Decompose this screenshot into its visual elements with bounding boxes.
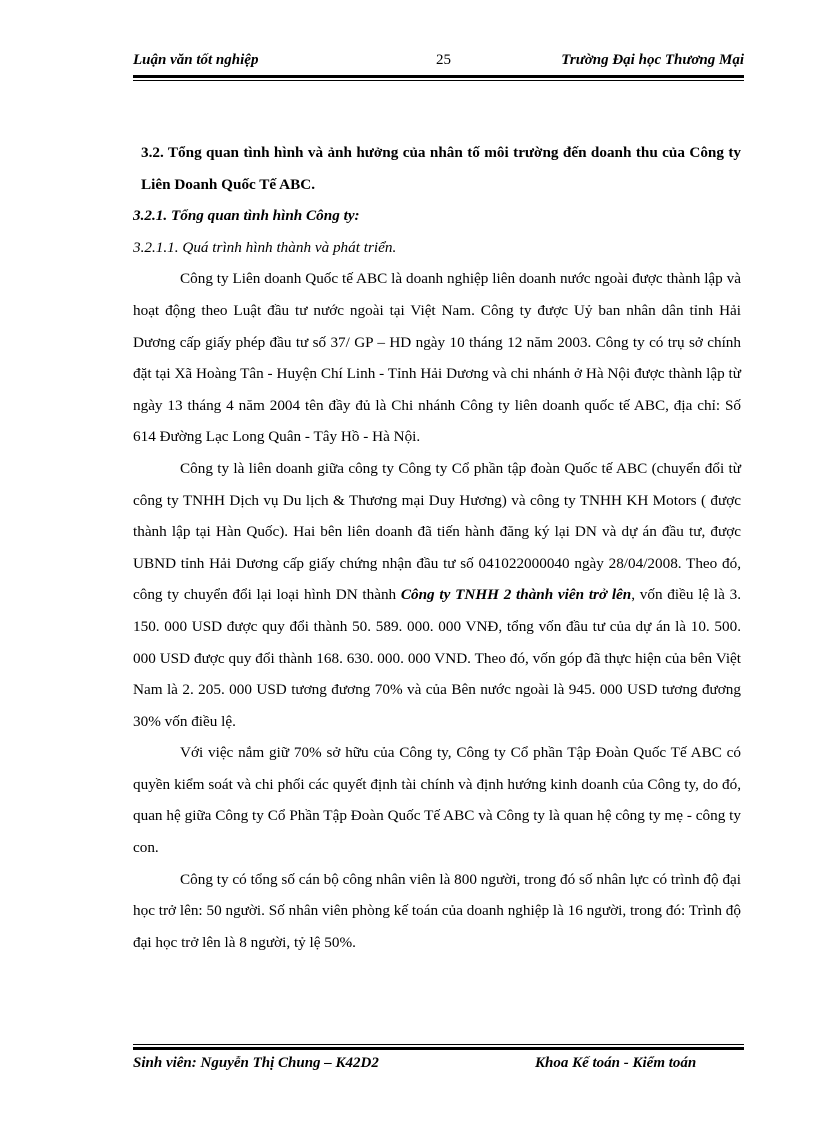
paragraph-staff: Công ty có tổng số cán bộ công nhân viên là 800 người, trong đó số nhân lực có trình độ đại học trở lên: 50 người. Số nhân viên phòng kế toán của doanh nghiệp là 16 người, trong đó: Trình độ đại học trở lên là 8 người, tỷ lệ 50%. — [133, 870, 741, 951]
paragraph-history: Công ty Liên doanh Quốc tế ABC là doanh nghiệp liên doanh nước ngoài được thành lập và hoạt động theo Luật đầu tư nước ngoài tại Việt Nam. Công ty được Uỷ ban nhân dân tỉnh Hải Dương cấp giấy phép đầu tư số 37/ GP – HD ngày 10 tháng 12 năm 2003. Công ty có trụ sở chính đặt tại Xã Hoàng Tân - Huyện Chí Linh - Tỉnh Hải Dương và chi nhánh ở Hà Nội được thành lập từ ngày 13 tháng 4 năm 2004 tên đầy đủ là Chi nhánh Công ty liên doanh quốc tế ABC, địa chỉ: Số 614 Đường Lạc Long Quân - Tây Hồ - Hà Nội. — [133, 270, 741, 446]
footer-rule-thick — [133, 1047, 744, 1050]
page-header — [133, 52, 744, 74]
section-heading: 3.2. Tổng quan tình hình và ảnh hưởng của nhân tố môi trường đến doanh thu của Công ty Liên Doanh Quốc Tế ABC. — [141, 144, 741, 193]
footer-faculty-name: Khoa Kế toán - Kiểm toán — [535, 1055, 697, 1071]
footer-student-name: Sinh viên: Nguyễn Thị Chung – K42D2 — [133, 1055, 379, 1071]
paragraph-joint-venture-text-2: , vốn điều lệ là 3. 150. 000 USD được quy đổi thành 50. 589. 000. 000 VNĐ, tổng vốn đầu tư của dự án là 10. 500. 000 USD được quy đổi thành 168. 630. 000. 000 VND. Theo đó, vốn góp đã thực hiện của bên Việt Nam là 2. 205. 000 USD tương đương 70% và của Bên nước ngoài là 945. 000 USD tương đương 30% vốn điều lệ. — [133, 586, 741, 730]
subsection-heading: 3.2.1. Tổng quan tình hình Công ty: — [133, 207, 360, 225]
paragraph-joint-venture-text-1: Công ty là liên doanh giữa công ty Công ty Cổ phần tập đoàn Quốc tế ABC (chuyển đổi từ công ty TNHH Dịch vụ Du lịch & Thương mại Duy Hương) và công ty TNHH KH Motors ( được thành lập tại Hàn Quốc). Hai bên liên doanh đã tiến hành đăng ký lại DN và dự án đầu tư, được UBND tỉnh Hải Dương cấp giấy chứng nhận đầu tư số 041022000040 ngày 28/04/2008. Theo đó, công ty chuyển đổi lại loại hình DN thành — [133, 459, 741, 604]
company-type-emphasis: Công ty TNHH 2 thành viên trở lên — [400, 586, 632, 604]
header-university-name: Trường Đại học Thương Mại — [561, 52, 744, 68]
footer-rule-thin — [133, 1044, 744, 1045]
subsubsection-heading: 3.2.1.1. Quá trình hình thành và phát triển. — [133, 238, 397, 256]
paragraph-joint-venture — [133, 453, 741, 737]
header-rule-thin — [133, 80, 744, 81]
header-thesis-label: Luận văn tốt nghiệp — [133, 52, 259, 68]
page-footer — [133, 1055, 744, 1077]
paragraph-ownership: Với việc nắm giữ 70% sở hữu của Công ty, Công ty Cổ phần Tập Đoàn Quốc Tế ABC có quyền kiểm soát và chi phối các quyết định tài chính và định hướng kinh doanh của Công ty, do đó, quan hệ giữa Công ty Cổ Phần Tập Đoàn Quốc Tế ABC và Công ty là quan hệ công ty mẹ - công ty con. — [133, 744, 741, 857]
page-number: 25 — [436, 52, 451, 68]
header-rule-thick — [133, 75, 744, 78]
page-body — [133, 137, 741, 958]
